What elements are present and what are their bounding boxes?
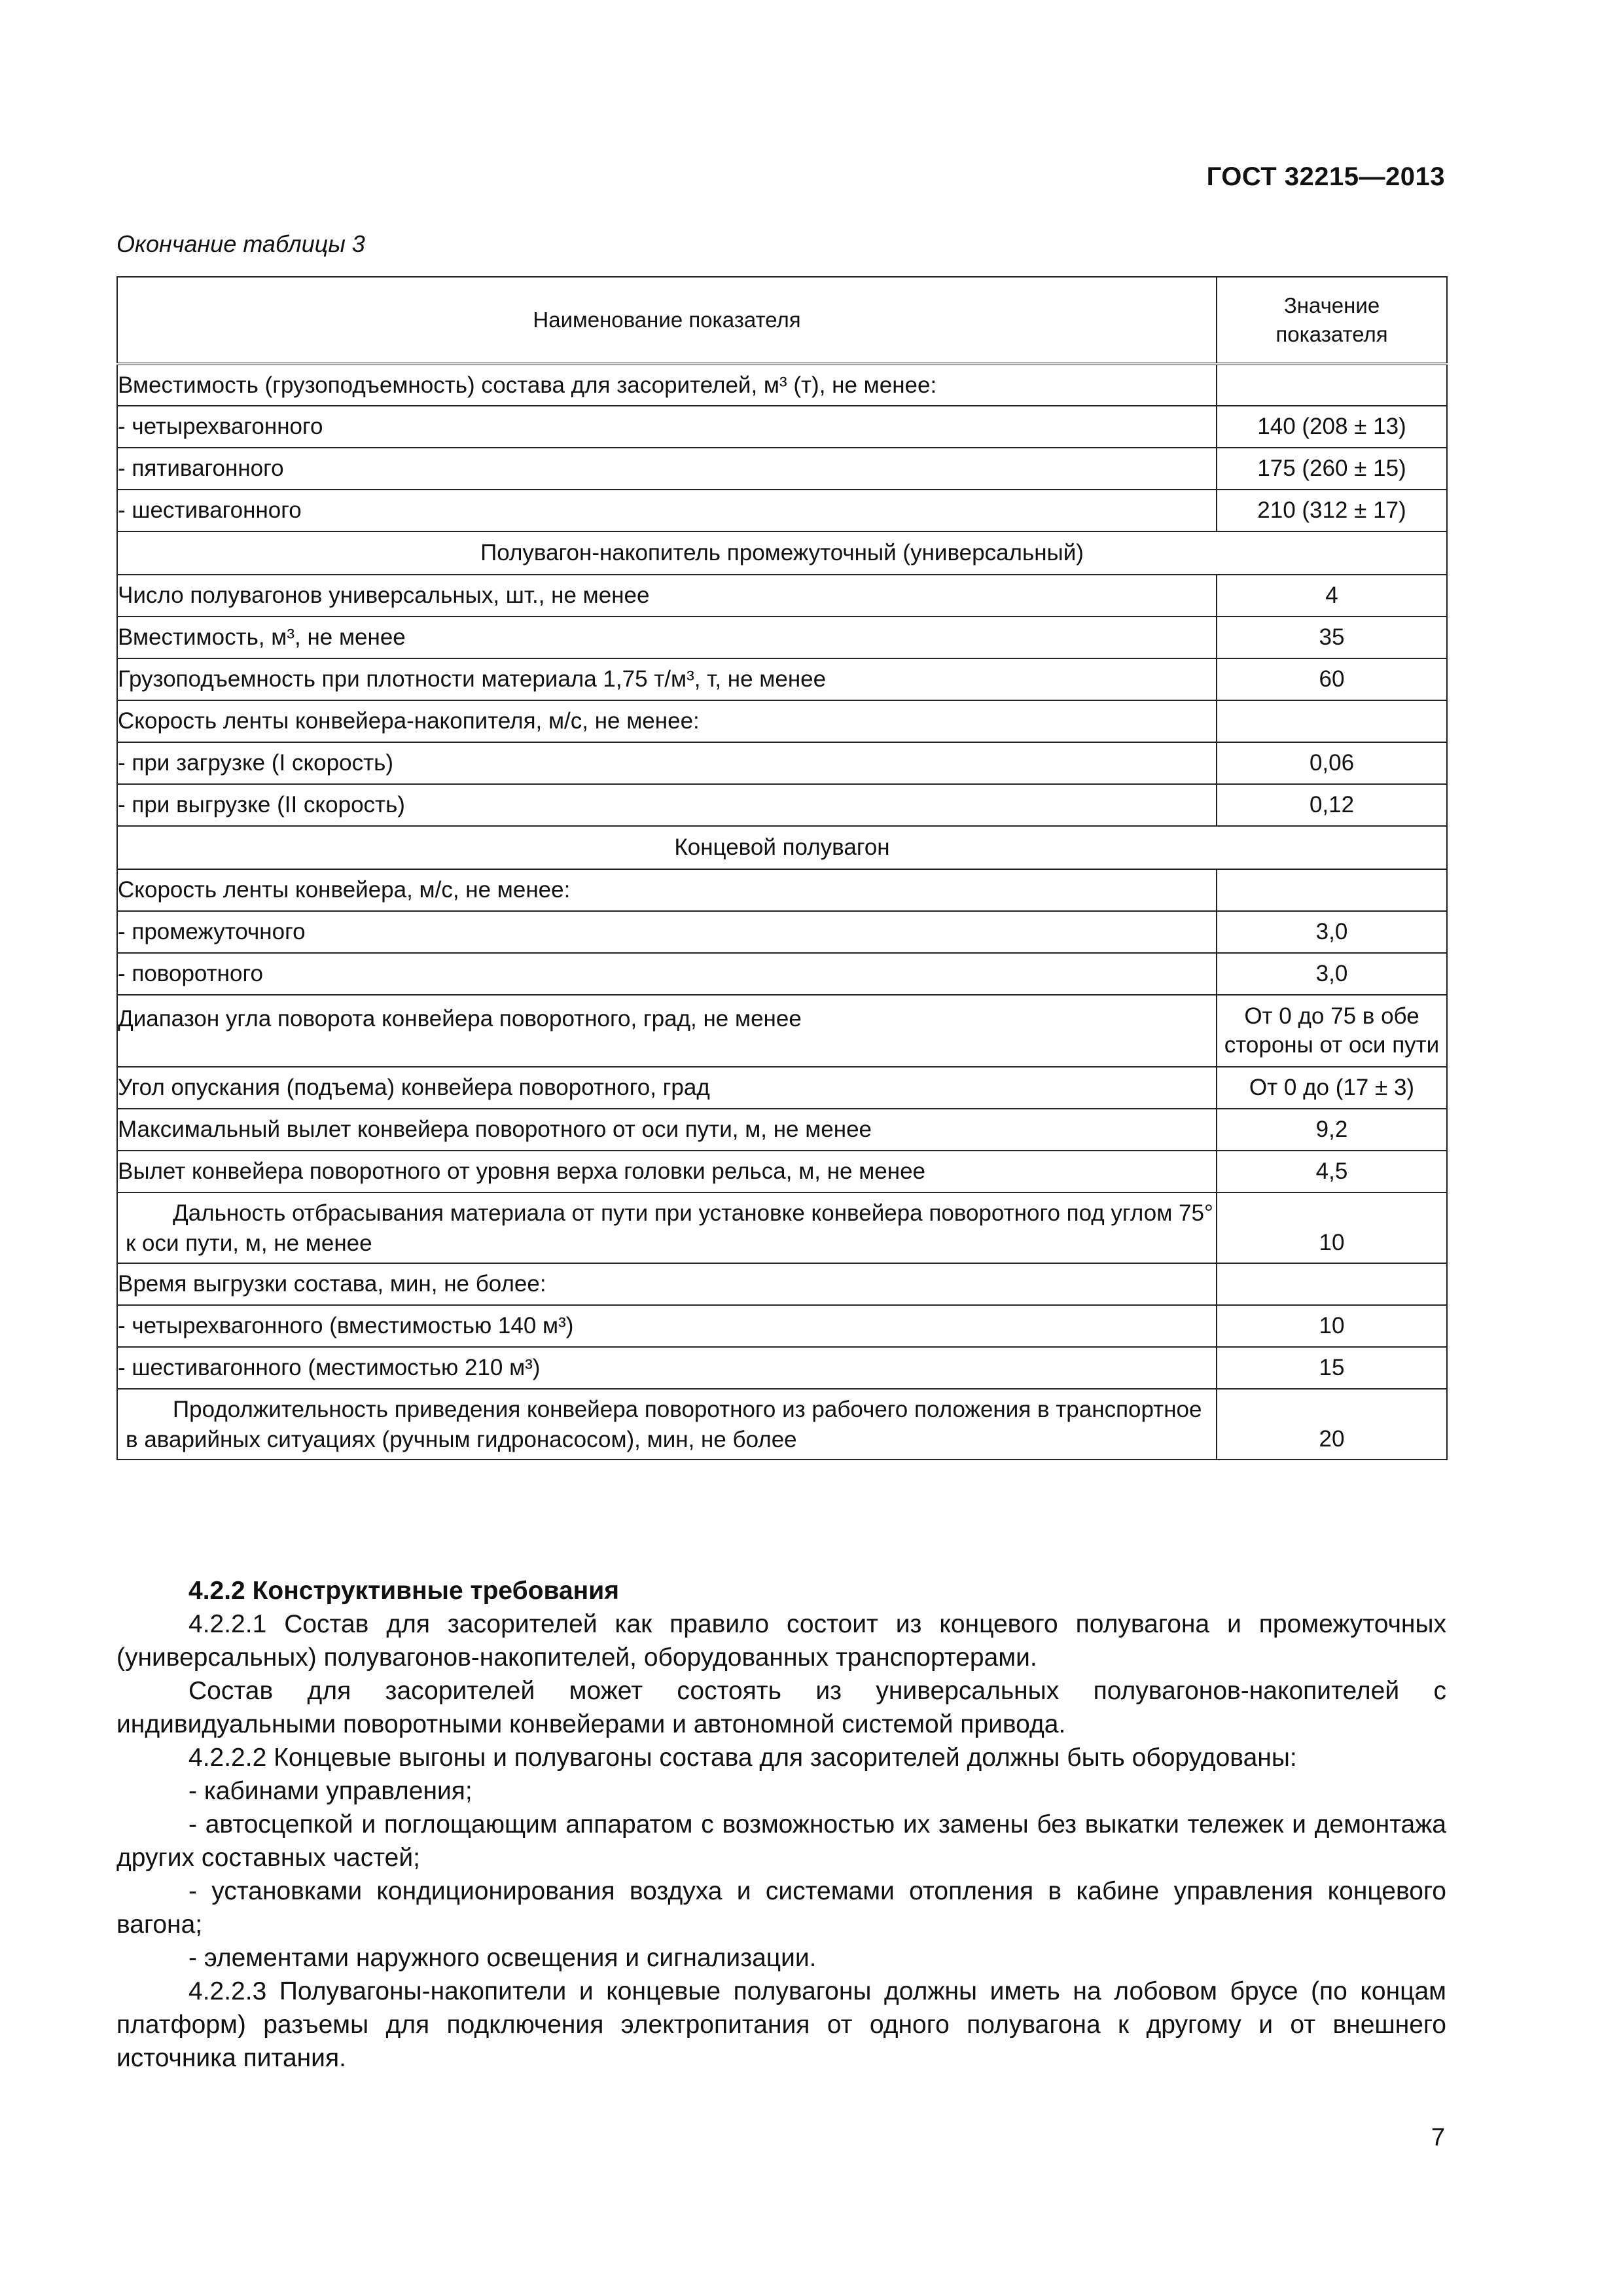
paragraph: Состав для засорителей может состоять из универсальных полувагонов-накопителей с индивидуальными поворотными конвейерами и автономной системой привода. [116, 1677, 1446, 1738]
row-name: Вместимость (грузоподъемность) состава для засорителей, м³ (т), не менее: [117, 364, 1217, 406]
row-name: Вместимость, м³, не менее [117, 617, 1217, 658]
table-row [117, 1067, 1447, 1109]
paragraph: - элементами наружного освещения и сигнализации. [188, 1944, 817, 1972]
column-header-value [1217, 277, 1447, 364]
table-row [117, 700, 1447, 742]
table-row [117, 364, 1447, 406]
table-row [117, 448, 1447, 490]
row-value: 3,0 [1217, 953, 1447, 995]
table-section-row [117, 531, 1447, 575]
column-header-value-line1: Значение [1283, 293, 1380, 317]
section-title: Концевой полувагон [117, 826, 1447, 869]
table-row [117, 575, 1447, 617]
row-name: Угол опускания (подъема) конвейера поворотного, град [117, 1067, 1217, 1109]
row-value: От 0 до (17 ± 3) [1217, 1067, 1447, 1109]
row-name: Дальность отбрасывания материала от пути при установке конвейера поворотного под углом 75° к оси пути, м, не менее [117, 1193, 1217, 1263]
row-name: - при загрузке (I скорость) [117, 742, 1217, 784]
table-row [117, 995, 1447, 1067]
row-name: Время выгрузки состава, мин, не более: [117, 1263, 1217, 1305]
row-value: 60 [1217, 658, 1447, 700]
row-value: От 0 до 75 в обе стороны от оси пути [1217, 995, 1447, 1067]
row-value [1217, 869, 1447, 911]
table-row [117, 1193, 1447, 1263]
row-name: - четырехвагонного [117, 406, 1217, 448]
row-value: 210 (312 ± 17) [1217, 490, 1447, 531]
table-row [117, 658, 1447, 700]
row-value: 15 [1217, 1347, 1447, 1389]
row-name: Грузоподъемность при плотности материала 1,75 т/м³, т, не менее [117, 658, 1217, 700]
section-title: Полувагон-накопитель промежуточный (универсальный) [117, 531, 1447, 575]
row-value: 4 [1217, 575, 1447, 617]
row-value: 10 [1217, 1193, 1447, 1263]
paragraph: - кабинами управления; [188, 1777, 473, 1805]
spec-table [116, 276, 1448, 1460]
row-name: - четырехвагонного (вместимостью 140 м³) [117, 1305, 1217, 1347]
row-value [1217, 1263, 1447, 1305]
row-name: Вылет конвейера поворотного от уровня верха головки рельса, м, не менее [117, 1151, 1217, 1193]
table-section-row [117, 826, 1447, 869]
row-value: 175 (260 ± 15) [1217, 448, 1447, 490]
row-name: Скорость ленты конвейера, м/с, не менее: [117, 869, 1217, 911]
row-value: 9,2 [1217, 1109, 1447, 1151]
table-row [117, 742, 1447, 784]
table-row [117, 1389, 1447, 1460]
standard-code: ГОСТ 32215—2013 [1206, 162, 1445, 191]
row-name: - при выгрузке (II скорость) [117, 784, 1217, 826]
table-row [117, 911, 1447, 953]
table-row [117, 1347, 1447, 1389]
table-caption: Окончание таблицы 3 [116, 230, 365, 257]
table-row [117, 1263, 1447, 1305]
paragraph: - автосцепкой и поглощающим аппаратом с возможностью их замены без выкатки тележек и демонтажа других составных частей; [116, 1810, 1446, 1872]
row-name: - шестивагонного [117, 490, 1217, 531]
row-name: Максимальный вылет конвейера поворотного от оси пути, м, не менее [117, 1109, 1217, 1151]
table-row [117, 869, 1447, 911]
row-name: - поворотного [117, 953, 1217, 995]
page-number: 7 [1431, 2124, 1445, 2151]
row-value [1217, 364, 1447, 406]
row-value: 4,5 [1217, 1151, 1447, 1193]
table-row [117, 953, 1447, 995]
table-body [117, 364, 1447, 1460]
table-row [117, 1151, 1447, 1193]
row-name: Скорость ленты конвейера-накопителя, м/с, не менее: [117, 700, 1217, 742]
row-value: 10 [1217, 1305, 1447, 1347]
row-name: Продолжительность приведения конвейера поворотного из рабочего положения в транспортное в аварийных ситуациях (ручным гидронасосом), мин, не более [117, 1389, 1217, 1460]
row-value: 3,0 [1217, 911, 1447, 953]
row-value: 35 [1217, 617, 1447, 658]
row-name: - промежуточного [117, 911, 1217, 953]
row-value [1217, 700, 1447, 742]
row-name: Диапазон угла поворота конвейера поворотного, град, не менее [117, 995, 1217, 1067]
row-name: Число полувагонов универсальных, шт., не менее [117, 575, 1217, 617]
paragraph: - установками кондиционирования воздуха и системами отопления в кабине управления концевого вагона; [116, 1877, 1446, 1939]
row-name: - шестивагонного (местимостью 210 м³) [117, 1347, 1217, 1389]
column-header-name: Наименование показателя [117, 277, 1217, 364]
table-row [117, 1305, 1447, 1347]
paragraph: 4.2.2.2 Концевые выгоны и полувагоны состава для засорителей должны быть оборудованы: [188, 1744, 1297, 1772]
paragraph: 4.2.2.3 Полувагоны-накопители и концевые полувагоны должны иметь на лобовом брусе (по концам платформ) разъемы для подключения электропитания от одного полувагона к другому и от внешнего источника питания. [116, 1977, 1446, 2072]
table-row [117, 784, 1447, 826]
column-header-value-line2: показателя [1275, 322, 1388, 346]
section-heading: 4.2.2 Конструктивные требования [188, 1577, 619, 1605]
table-header-row [117, 277, 1447, 364]
row-value: 0,06 [1217, 742, 1447, 784]
row-name: - пятивагонного [117, 448, 1217, 490]
row-value: 0,12 [1217, 784, 1447, 826]
row-value: 140 (208 ± 13) [1217, 406, 1447, 448]
row-value: 20 [1217, 1389, 1447, 1460]
table-row [117, 617, 1447, 658]
table-row [117, 490, 1447, 531]
paragraph: 4.2.2.1 Состав для засорителей как правило состоит из концевого полувагона и промежуточных (универсальных) полувагонов-накопителей, оборудованных транспортерами. [116, 1610, 1446, 1672]
body-text [116, 1574, 1446, 2075]
table-row [117, 1109, 1447, 1151]
table-row [117, 406, 1447, 448]
